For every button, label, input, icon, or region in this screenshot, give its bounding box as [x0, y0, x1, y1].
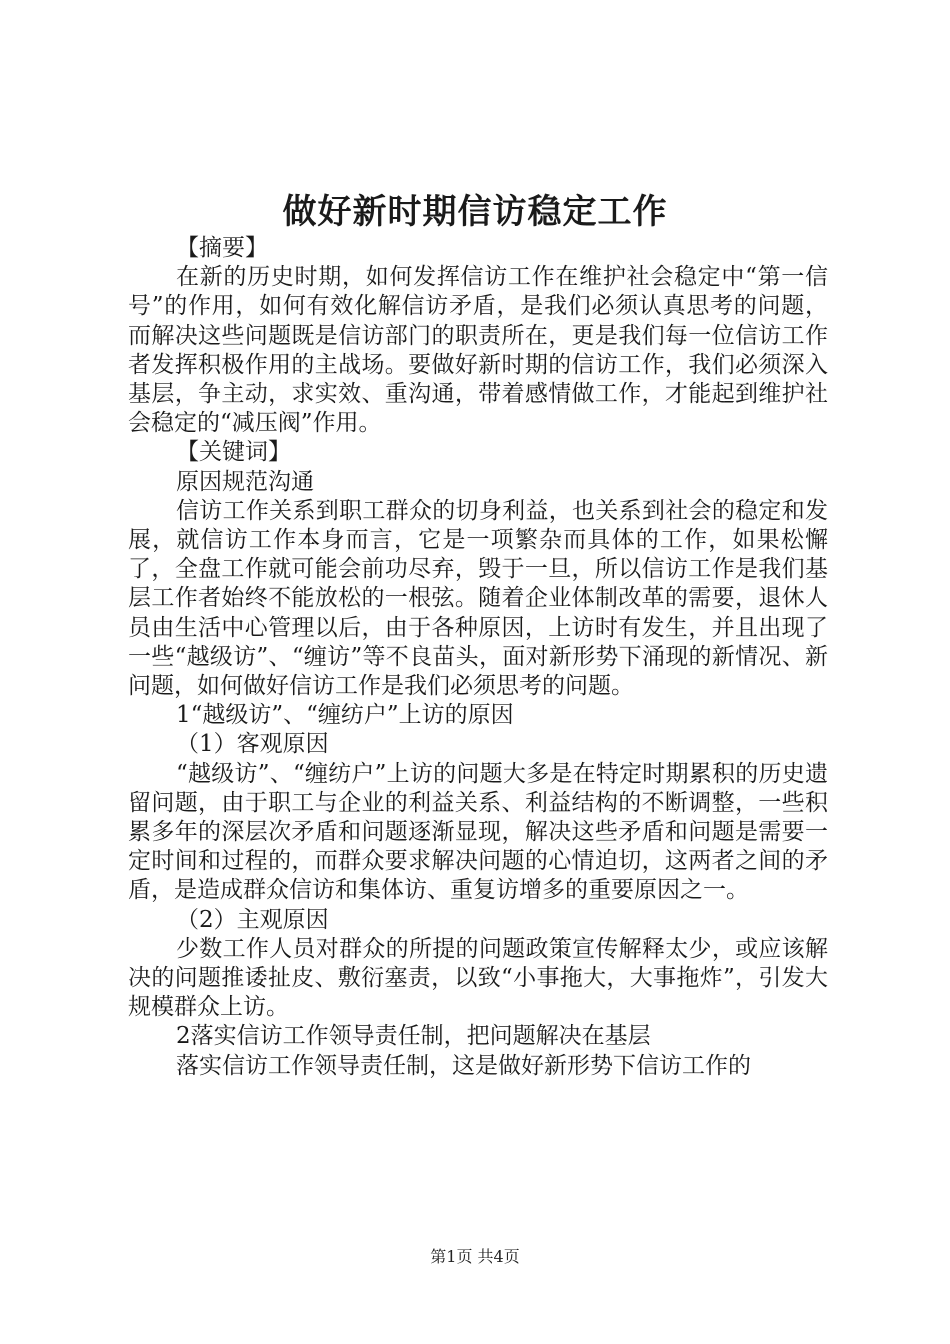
subsection-heading-1: （1）客观原因	[176, 731, 329, 758]
document-body	[128, 234, 828, 1081]
document-title: 做好新时期信访稳定工作	[282, 192, 668, 232]
intro-paragraph: 信访工作关系到职工群众的切身利益，也关系到社会的稳定和发展，就信访工作本身而言，它是一项繁杂而具体的工作，如果松懈了，全盘工作就可能会前功尽弃，毁于一旦，所以信访工作是我们基层工作者始终不能放松的一根弦。随着企业体制改革的需要，退休人员由生活中心管理以后，由于各种原因，上访时有发生，并且出现了一些“越级访”、“缠访”等不良苗头，面对新形势下涌现的新情况、新问题，如何做好信访工作是我们必须思考的问题。	[128, 497, 828, 700]
abstract-paragraph: 在新的历史时期，如何发挥信访工作在维护社会稳定中“第一信号”的作用，如何有效化解信访矛盾，是我们必须认真思考的问题，而解决这些问题既是信访部门的职责所在，更是我们每一位信访工作者发挥积极作用的主战场。要做好新时期的信访工作，我们必须深入基层，争主动，求实效、重沟通，带着感情做工作，才能起到维护社会稳定的“减压阀”作用。	[128, 264, 828, 437]
responsibility-paragraph: 落实信访工作领导责任制，这是做好新形势下信访工作的	[176, 1052, 751, 1079]
keywords-heading: 【关键词】	[176, 439, 291, 466]
page-footer: 第1页 共4页	[430, 1247, 520, 1266]
section-heading-1: 1“越级访”、“缠纺户”上访的原因	[176, 702, 514, 729]
subjective-reason-paragraph: 少数工作人员对群众的所提的问题政策宣传解释太少，或应该解决的问题推诿扯皮、敷衍塞责，以致“小事拖大，大事拖炸”，引发大规模群众上访。	[128, 935, 828, 1021]
keywords-text: 原因规范沟通	[176, 468, 314, 495]
objective-reason-paragraph: “越级访”、“缠纺户”上访的问题大多是在特定时期累积的历史遗留问题，由于职工与企业的利益关系、利益结构的不断调整，一些积累多年的深层次矛盾和问题逐渐显现，解决这些矛盾和问题是需要一定时间和过程的，而群众要求解决问题的心情迫切，这两者之间的矛盾，是造成群众信访和集体访、重复访增多的重要原因之一。	[128, 760, 828, 904]
abstract-heading: 【摘要】	[176, 235, 268, 261]
section-heading-2: 2落实信访工作领导责任制，把问题解决在基层	[176, 1023, 651, 1050]
subsection-heading-2: （2）主观原因	[176, 906, 329, 933]
